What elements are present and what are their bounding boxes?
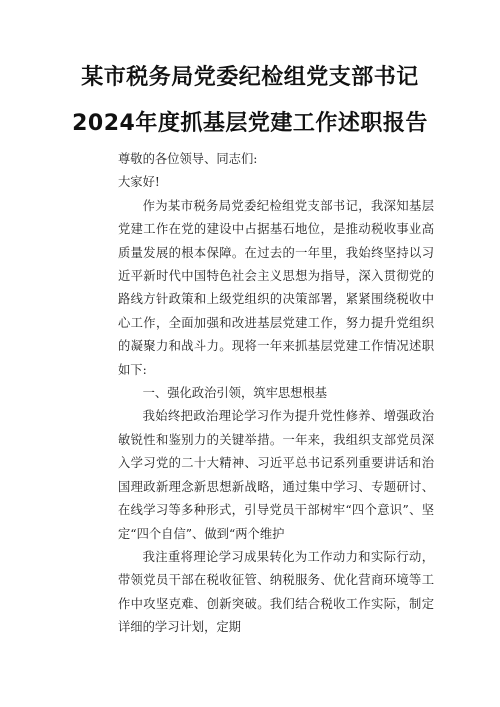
salutation: 尊敬的各位领导、同志们: [118,152,258,166]
section-heading-1: 一、强化政治引领，筑牢思想根基 [142,386,328,401]
paragraph-practice: 我注重将理论学习成果转化为工作动力和实际行动，带领党员干部在税收征管、纳税服务、优化营商环境等工作中攻坚克难、创新突破。我们结合税收工作实际，制定详细的学习计划，定期 [118,549,434,635]
document-title-line-2: 2024年度抓基层党建工作述职报告 [72,111,428,136]
paragraph-intro: 作为某市税务局党委纪检组党支部书记，我深知基层党建工作在党的建设中占据基石地位，是推动税收事业高质量发展的根本保障。在过去的一年里，我始终坚持以习近平新时代中国特色社会主义思想为指导，深入贯彻党的路线方针政策和上级党组织的决策部署，紧紧围绕税收中心工作，全面加强和改进基层党建工作，努力提升党组织的凝聚力和战斗力。现将一年来抓基层党建工作情况述职如下: [118,198,434,377]
document-title-line-1: 某市税务局党委纪检组党支部书记 [81,65,419,90]
greeting: 大家好! [118,175,160,190]
document-body [118,148,434,640]
paragraph-theory-study: 我始终把政治理论学习作为提升党性修养、增强政治敏锐性和鉴别力的关键举措。一年来，我组织支部党员深入学习党的二十大精神、习近平总书记系列重要讲话和治国理政新理念新思想新战略，通过集中学习、专题研讨、在线学习等多种形式，引导党员干部树牢“四个意识”、坚定“四个自信”、做到“两个维护 [118,409,434,541]
